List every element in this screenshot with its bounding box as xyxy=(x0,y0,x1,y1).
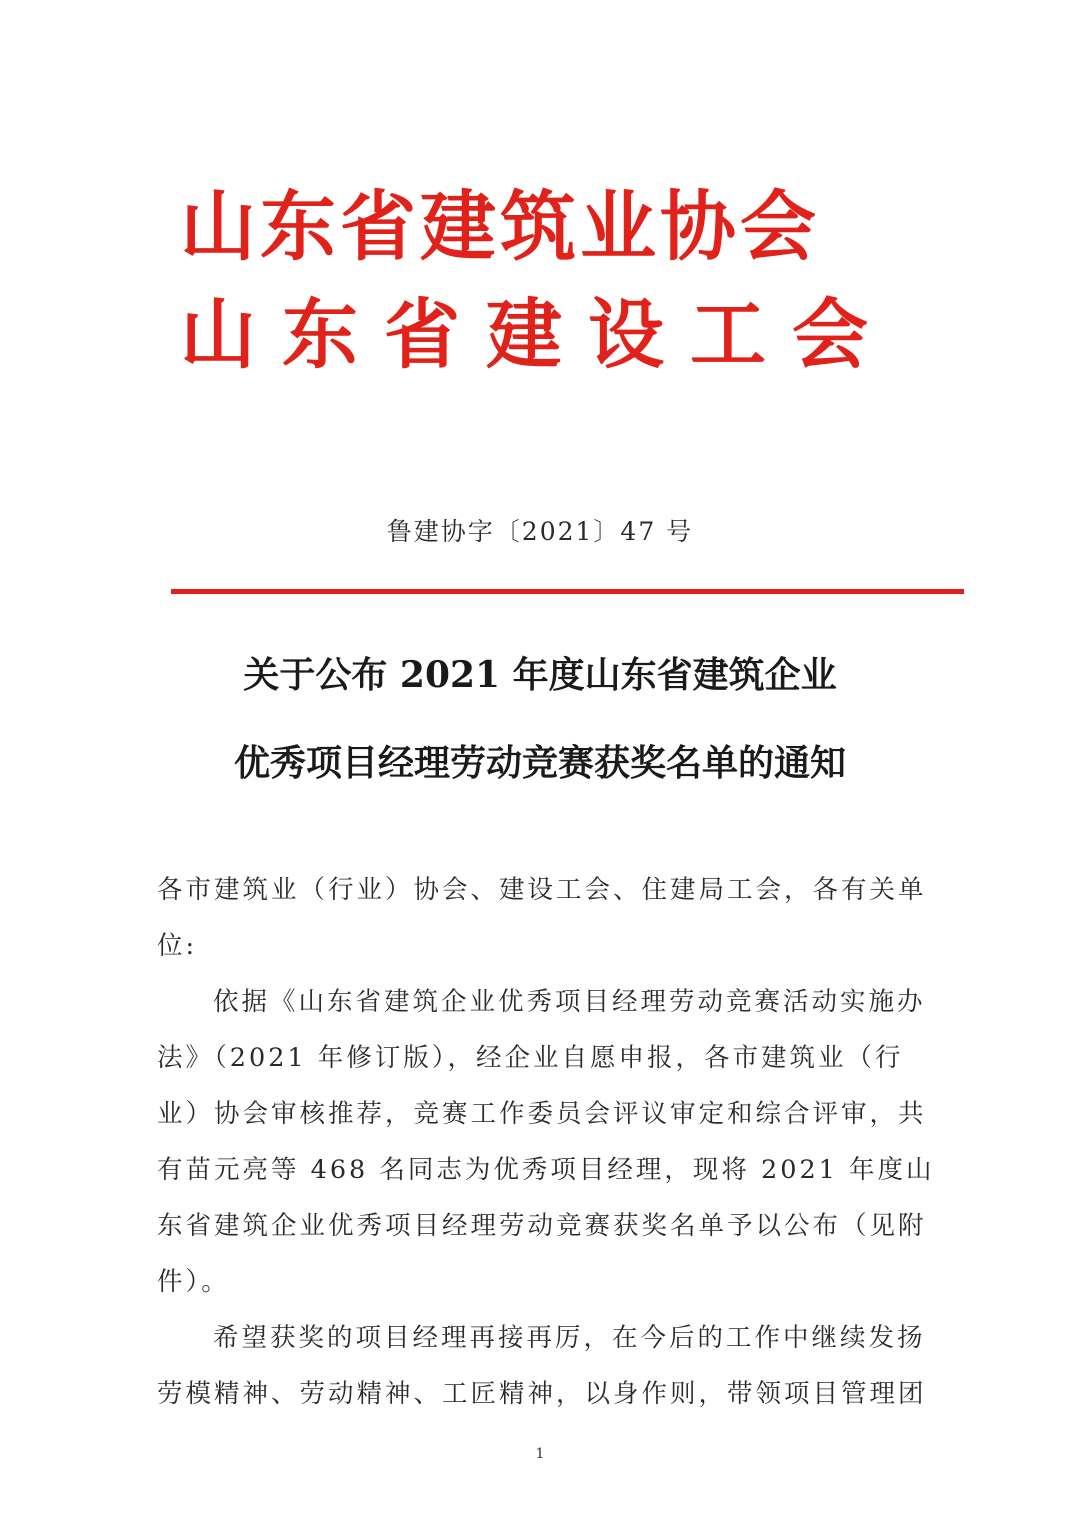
issuer-name-building-industry-association: 山东省建筑业协会 xyxy=(180,182,820,271)
issuer-name-construction-trade-union: 山东省建设工会 xyxy=(180,290,894,379)
red-header-divider xyxy=(171,589,964,594)
salutation: 各市建筑业（行业）协会、建设工会、住建局工会，各有关单位: xyxy=(157,875,927,961)
notice-title-line-2: 优秀项目经理劳动竞赛获奖名单的通知 xyxy=(233,742,846,784)
notice-body xyxy=(157,862,947,1422)
body-paragraph-1: 依据《山东省建筑企业优秀项目经理劳动竞赛活动实施办法》（2021 年修订版），经企业自愿申报，各市建筑业（行业）协会审核推荐，竞赛工作委员会评议审定和综合评审，共有苗元亮等 468 名同志为优秀项目经理，现将 2021 年度山东省建筑企业优秀项目经理劳动竞赛获奖名单予以公布（见附件）。 xyxy=(157,987,935,1297)
document-number: 鲁建协字〔2021〕47 号 xyxy=(386,517,694,546)
page-number: 1 xyxy=(535,1446,545,1462)
notice-title-line-1: 关于公布 2021 年度山东省建筑企业 xyxy=(243,654,837,696)
body-paragraph-2: 希望获奖的项目经理再接再厉，在今后的工作中继续发扬劳模精神、劳动精神、工匠精神，以身作则，带领项目管理团 xyxy=(157,1323,927,1409)
